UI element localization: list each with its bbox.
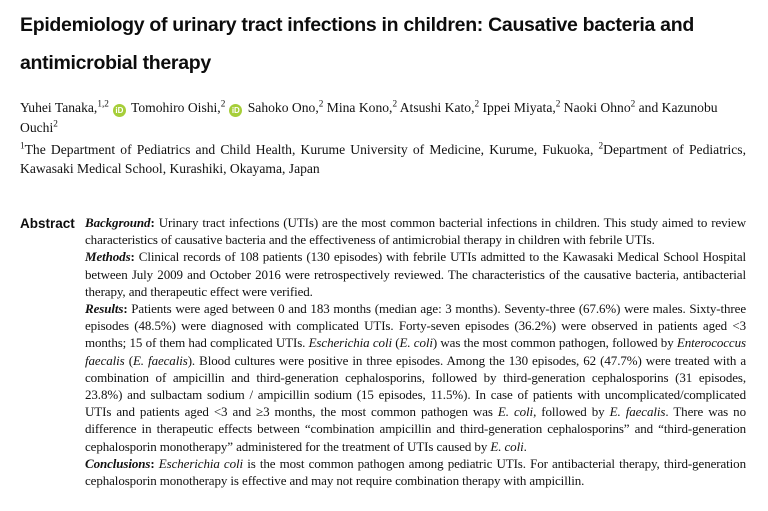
text-run: Enterococcus faecalis xyxy=(85,335,746,368)
abstract-paragraph-results xyxy=(85,300,746,455)
superscript: 1 xyxy=(20,140,25,151)
text-run: Mina Kono, xyxy=(323,100,393,115)
text-run: Background xyxy=(85,215,151,230)
text-run: Yuhei Tanaka, xyxy=(20,100,98,115)
abstract-body xyxy=(85,214,746,489)
text-run: Patients were aged between 0 and 183 months (median age: 3 months). Seventy-three (67.6%) were males. Sixty-three episodes (48.5%) were diagnosed with complicated UTIs. Forty-seven episodes (36.2%) were observed in patients aged <3 months; 15 of them had complicated UTIs. xyxy=(85,301,746,351)
superscript: 2 xyxy=(220,98,226,109)
text-run: Escherichia coli xyxy=(308,335,392,351)
superscript: 1,2 xyxy=(97,98,109,109)
text-run: Tomohiro Oishi, xyxy=(127,100,221,115)
text-run: Methods xyxy=(85,249,131,265)
text-run: : xyxy=(130,249,135,265)
text-run: Naoki Ohno xyxy=(560,100,631,115)
text-run: E. coli xyxy=(497,404,534,420)
text-run: Results xyxy=(85,301,124,317)
superscript: 2 xyxy=(630,98,636,109)
superscript: 2 xyxy=(392,98,398,109)
superscript: 2 xyxy=(555,98,561,109)
text-run: Sahoko Ono, xyxy=(244,100,319,115)
text-run: ( xyxy=(391,335,400,351)
superscript: 2 xyxy=(53,117,58,128)
text-run: Clinical records of 108 patients (130 episodes) with febrile UTIs admitted to the Kawasaki Medical School Hospital between July 2009 and October 2016 were retrospectively reviewed. The characteristics of the causative bacteria, antibacterial therapy, and therapeutic effect were verified. xyxy=(85,249,746,299)
text-run: and Kazunobu Ouchi xyxy=(20,100,718,135)
text-run: Urinary tract infections (UTIs) are the most common bacterial infections in children. This study aimed to review characteristics of causative bacteria and the effectiveness of antimicrobial therapy in children with febrile UTIs. xyxy=(85,215,746,248)
text-run: ( xyxy=(124,352,133,368)
orcid-icon[interactable]: iD xyxy=(113,104,126,117)
text-run: is the most common pathogen among pediatric UTIs. For antibacterial therapy, third-generation cephalosporin monotherapy is effective and may not require combination therapy with ampicillin. xyxy=(85,455,746,489)
affiliations xyxy=(20,140,746,178)
text-run: . xyxy=(523,438,527,454)
text-run: ) was the most common pathogen, followed by xyxy=(432,335,677,351)
orcid-icon[interactable]: iD xyxy=(229,104,242,117)
author-list xyxy=(20,98,746,137)
text-run: Conclusions xyxy=(85,455,151,471)
text-run: Ippei Miyata, xyxy=(479,100,556,115)
abstract-heading: Abstract xyxy=(20,216,75,231)
paper-title: Epidemiology of urinary tract infections in children: Causative bacteria and antimicrobial therapy xyxy=(20,14,694,74)
text-run: : xyxy=(150,215,155,230)
text-run: Department of Pediatrics, Kawasaki Medical School, Kurashiki, Okayama, Japan xyxy=(20,142,747,176)
text-run: : xyxy=(150,455,155,471)
text-run: E. faecalis xyxy=(609,404,666,420)
text-run: . There was no difference in therapeutic effects between “combination ampicillin and third-generation cephalosporins” and “third-generation cephalosporin monotherapy” administered for the treatment of UTIs caused by xyxy=(85,404,746,454)
text-run: ). Blood cultures were positive in three episodes. Among the 130 episodes, 62 (47.7%) were treated with a combination of ampicillin and third-generation cephalosporins, followed by third-generation cephalosporins (31 episodes, 23.8%) and sulbactam sodium / ampicillin sodium (15 episodes, 11.5%). In case of patients with uncomplicated/complicated UTIs and patients aged <3 and ≥3 months, the most common pathogen was xyxy=(85,352,746,420)
abstract-paragraph-background xyxy=(85,214,746,248)
superscript: 2 xyxy=(318,98,324,109)
abstract-paragraph-methods xyxy=(85,248,746,300)
text-run: The Department of Pediatrics and Child Health, Kurume University of Medicine, Kurume, Fukuoka, xyxy=(24,142,599,157)
text-run: : xyxy=(123,301,128,317)
text-run: E. faecalis xyxy=(132,352,188,368)
superscript: 2 xyxy=(598,140,604,151)
text-run: E. coli xyxy=(399,335,433,351)
text-run: , followed by xyxy=(533,404,610,420)
text-run: Escherichia coli xyxy=(158,455,244,471)
abstract-section xyxy=(20,214,746,489)
abstract-paragraph-conclusions xyxy=(85,455,746,489)
superscript: 2 xyxy=(474,98,480,109)
text-run: E. coli xyxy=(490,438,524,454)
text-run: Atsushi Kato, xyxy=(397,100,475,115)
